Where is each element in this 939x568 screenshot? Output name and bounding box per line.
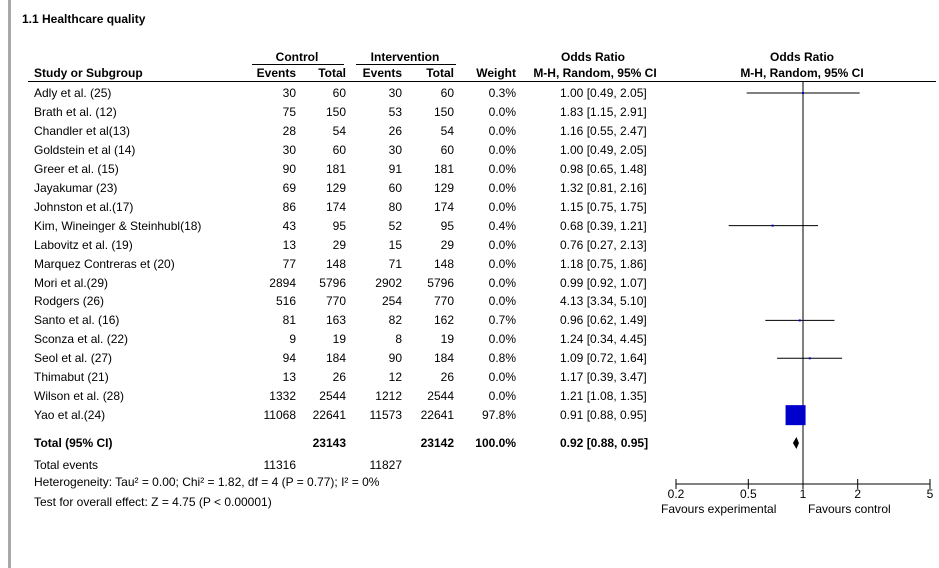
control-total: 29 <box>332 237 346 252</box>
intervention-total: 184 <box>433 351 454 366</box>
section-title: 1.1 Healthcare quality <box>22 12 146 26</box>
intervention-events: 1212 <box>375 389 402 404</box>
weight-value: 0.0% <box>488 180 516 195</box>
or-plot-header-title: Odds Ratio <box>769 50 834 64</box>
study-name: Rodgers (26) <box>34 294 105 309</box>
intervention-total: 29 <box>440 237 454 252</box>
control-events: 30 <box>282 86 296 100</box>
total-control-events: 11316 <box>263 458 296 472</box>
study-marker <box>802 92 804 94</box>
or-ci-value: 0.68 [0.39, 1.21] <box>560 218 647 233</box>
study-marker <box>809 357 811 359</box>
control-events: 77 <box>282 256 296 271</box>
study-name: Yao et al.(24) <box>34 408 106 423</box>
control-events: 94 <box>282 351 296 366</box>
study-name: Sconza et al. (22) <box>34 332 129 347</box>
study-name: Thimabut (21) <box>34 370 109 385</box>
intervention-events: 71 <box>388 256 402 271</box>
study-name: Labovitz et al. (19) <box>34 237 133 252</box>
or-ci-value: 1.09 [0.72, 1.64] <box>560 351 647 366</box>
intervention-events: 8 <box>395 332 402 347</box>
weight-value: 0.0% <box>488 370 516 385</box>
or-ci-value: 0.76 [0.27, 2.13] <box>560 237 647 252</box>
intervention-events: 60 <box>388 180 402 195</box>
control-events: 81 <box>282 313 296 328</box>
control-events: 69 <box>282 180 296 195</box>
weight-value: 0.0% <box>488 161 516 176</box>
intervention-events: 80 <box>388 199 402 214</box>
or-ci-value: 0.96 [0.62, 1.49] <box>560 313 647 328</box>
control-total: 181 <box>325 161 346 176</box>
weight-value: 0.0% <box>488 199 516 214</box>
control-events: 43 <box>282 218 296 233</box>
control-events: 90 <box>282 161 296 176</box>
intervention-total: 5796 <box>427 275 454 290</box>
control-total: 95 <box>332 218 346 233</box>
control-total: 129 <box>325 180 346 195</box>
x-tick-label: 0.2 <box>667 487 685 501</box>
weight-value: 97.8% <box>481 408 516 423</box>
favours-control-label: Favours control <box>808 502 891 516</box>
intervention-total: 22641 <box>420 408 454 423</box>
control-events: 13 <box>282 370 296 385</box>
control-group-header: Control <box>275 50 319 64</box>
intervention-events: 30 <box>388 86 402 100</box>
x-tick-label: 1 <box>799 487 807 501</box>
intervention-events: 2902 <box>375 275 402 290</box>
study-name: Johnston et al.(17) <box>34 199 134 214</box>
or-ci-value: 1.17 [0.39, 3.47] <box>560 370 647 385</box>
intervention-events: 90 <box>388 351 402 366</box>
heterogeneity-text: Heterogeneity: Tau² = 0.00; Chi² = 1.82, df = 4 (P = 0.77); I² = 0% <box>34 475 380 489</box>
intervention-total: 150 <box>433 105 454 119</box>
study-name: Brath et al. (12) <box>34 105 117 119</box>
weight-value: 0.3% <box>488 86 516 100</box>
control-total: 2544 <box>319 389 346 404</box>
or-ci-value: 1.15 [0.75, 1.75] <box>560 199 647 214</box>
intervention-total: 60 <box>440 86 454 100</box>
intervention-events: 254 <box>381 294 402 309</box>
study-name: Santo et al. (16) <box>34 313 120 328</box>
or-ci-value: 0.99 [0.92, 1.07] <box>560 275 647 290</box>
or-ci-value: 1.00 [0.49, 2.05] <box>560 86 647 100</box>
total-events-label: Total events <box>34 458 99 472</box>
intervention-total-header: Total <box>426 66 454 80</box>
total-ci: 0.92 [0.88, 0.95] <box>560 436 649 450</box>
control-total: 163 <box>325 313 346 328</box>
weight-value: 0.0% <box>488 275 516 290</box>
intervention-events: 30 <box>388 142 402 157</box>
control-total: 5796 <box>319 275 346 290</box>
or-ci-value: 0.98 [0.65, 1.48] <box>560 161 647 176</box>
intervention-total: 26 <box>440 370 454 385</box>
study-name: Goldstein et al (14) <box>34 142 136 157</box>
control-events: 9 <box>289 332 296 347</box>
total-weight: 100.0% <box>475 436 516 450</box>
weight-value: 0.0% <box>488 105 516 119</box>
weight-value: 0.0% <box>488 332 516 347</box>
control-events: 11068 <box>263 408 296 423</box>
intervention-total: 148 <box>433 256 454 271</box>
control-events: 28 <box>282 123 296 138</box>
study-name: Marquez Contreras et (20) <box>34 256 175 271</box>
or-plot-method-header: M-H, Random, 95% CI <box>740 66 864 80</box>
weight-value: 0.4% <box>488 218 516 233</box>
total-intervention-events: 11827 <box>369 458 402 472</box>
weight-value: 0.0% <box>488 389 516 404</box>
pooled-diamond <box>793 437 799 449</box>
weight-value: 0.0% <box>488 256 516 271</box>
control-events: 516 <box>275 294 296 309</box>
intervention-group-header: Intervention <box>370 50 440 64</box>
study-name: Chandler et al(13) <box>34 123 131 138</box>
or-ci-value: 1.00 [0.49, 2.05] <box>560 142 647 157</box>
weight-header: Weight <box>476 66 516 80</box>
control-events: 1332 <box>269 389 296 404</box>
or-method-header: M-H, Random, 95% CI <box>533 66 657 80</box>
control-total: 184 <box>325 351 346 366</box>
intervention-events: 12 <box>388 370 402 385</box>
intervention-total: 54 <box>440 123 454 138</box>
control-total: 19 <box>332 332 346 347</box>
intervention-total: 174 <box>433 199 454 214</box>
control-events: 13 <box>282 237 296 252</box>
control-events: 30 <box>282 142 296 157</box>
control-events: 2894 <box>269 275 296 290</box>
total-label: Total (95% CI) <box>34 436 113 450</box>
study-name: Mori et al.(29) <box>34 275 109 290</box>
intervention-total: 129 <box>433 180 454 195</box>
intervention-events-header: Events <box>362 66 402 80</box>
intervention-events: 82 <box>388 313 402 328</box>
or-header-title: Odds Ratio <box>560 50 625 64</box>
overall-effect-text: Test for overall effect: Z = 4.75 (P < 0.00001) <box>34 495 272 509</box>
or-ci-value: 4.13 [3.34, 5.10] <box>560 294 647 309</box>
weight-value: 0.0% <box>488 142 516 157</box>
control-total: 150 <box>325 105 346 119</box>
control-events-header: Events <box>256 66 296 80</box>
control-total: 174 <box>325 199 346 214</box>
study-marker <box>786 405 806 425</box>
total-intervention-total: 23142 <box>420 436 454 450</box>
study-marker <box>772 225 774 227</box>
or-ci-value: 1.24 [0.34, 4.45] <box>560 332 647 347</box>
control-total: 26 <box>332 370 346 385</box>
intervention-events: 91 <box>388 161 402 176</box>
study-name: Seol et al. (27) <box>34 351 113 366</box>
weight-value: 0.0% <box>488 237 516 252</box>
study-header: Study or Subgroup <box>34 66 143 80</box>
total-control-total: 23143 <box>312 436 346 450</box>
control-total-header: Total <box>318 66 346 80</box>
intervention-total: 95 <box>440 218 454 233</box>
intervention-events: 15 <box>388 237 402 252</box>
study-name: Kim, Wineinger & Steinhubl(18) <box>34 218 202 233</box>
or-ci-value: 1.18 [0.75, 1.86] <box>560 256 647 271</box>
or-ci-value: 1.21 [1.08, 1.35] <box>560 389 647 404</box>
intervention-total: 181 <box>433 161 454 176</box>
intervention-total: 770 <box>433 294 454 309</box>
or-ci-value: 0.91 [0.88, 0.95] <box>560 408 647 423</box>
control-total: 60 <box>332 86 346 100</box>
or-ci-value: 1.83 [1.15, 2.91] <box>560 105 647 119</box>
control-total: 60 <box>332 142 346 157</box>
control-total: 148 <box>325 256 346 271</box>
or-ci-value: 1.32 [0.81, 2.16] <box>560 180 647 195</box>
intervention-total: 162 <box>433 313 454 328</box>
weight-value: 0.7% <box>488 313 516 328</box>
weight-value: 0.0% <box>488 294 516 309</box>
intervention-total: 2544 <box>427 389 454 404</box>
weight-value: 0.8% <box>488 351 516 366</box>
intervention-events: 52 <box>388 218 402 233</box>
study-name: Greer et al. (15) <box>34 161 119 176</box>
control-events: 86 <box>282 199 296 214</box>
intervention-events: 11573 <box>369 408 402 423</box>
weight-value: 0.0% <box>488 123 516 138</box>
study-marker <box>799 319 801 321</box>
x-tick-label: 2 <box>854 487 862 501</box>
study-name: Adly et al. (25) <box>34 86 112 100</box>
intervention-total: 60 <box>440 142 454 157</box>
intervention-events: 53 <box>388 105 402 119</box>
study-name: Jayakumar (23) <box>34 180 118 195</box>
x-tick-label: 0.5 <box>739 487 757 501</box>
control-total: 54 <box>332 123 346 138</box>
study-name: Wilson et al. (28) <box>34 389 125 404</box>
intervention-total: 19 <box>440 332 454 347</box>
or-ci-value: 1.16 [0.55, 2.47] <box>560 123 647 138</box>
control-total: 22641 <box>312 408 346 423</box>
intervention-events: 26 <box>388 123 402 138</box>
control-events: 75 <box>282 105 296 119</box>
x-tick-label: 5 <box>926 487 934 501</box>
control-total: 770 <box>325 294 346 309</box>
favours-experimental-label: Favours experimental <box>661 502 777 516</box>
